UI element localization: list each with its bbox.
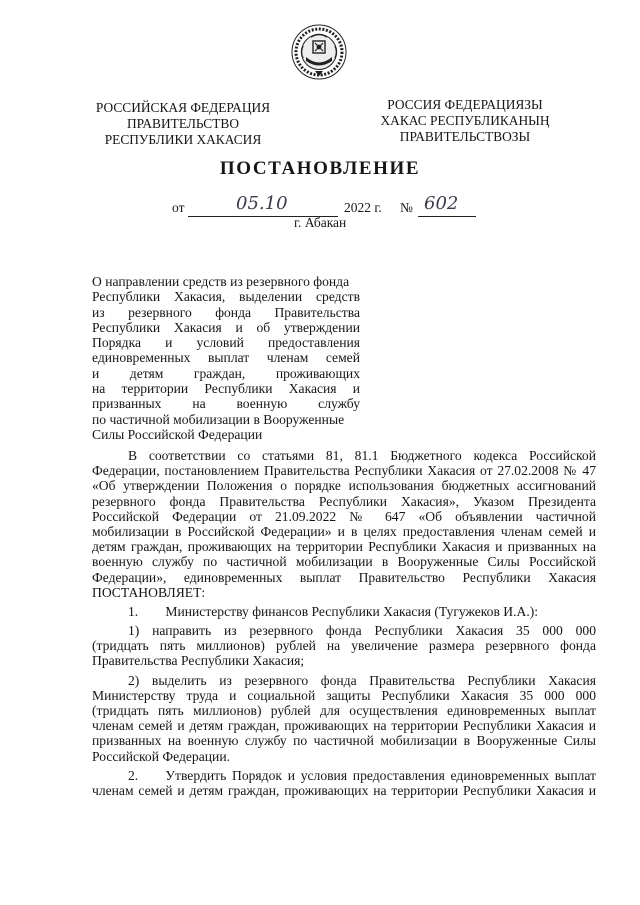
preamble-line: резервного фонда Правительства Республики Хакасия», Указом Президента [92,493,596,509]
header-left-line: РЕСПУБЛИКИ ХАКАСИЯ [104,132,262,147]
header-right-block [360,97,570,145]
header-left-line: ПРАВИТЕЛЬСТВО [126,116,239,131]
city-label: г. Абакан [294,215,347,230]
date-handwritten: 05.10 [236,193,288,214]
header-right-line: РОССИЯ ФЕДЕРАЦИЯЗЫ [387,97,543,112]
number-label: № [400,200,413,215]
document-title: ПОСТАНОВЛЕНИЕ [219,158,421,179]
preamble-line: Федерации», единовременных выплат Правительство Республики Хакасия [92,569,596,585]
subject-line: по частичной мобилизации в Вооруженные [92,411,345,427]
preamble-line: «Об утверждении Положения о порядке использования бюджетных ассигнований [92,478,596,494]
item-1-2-line: (тридцать пять миллионов) рублей для осуществления единовременных выплат [92,703,596,718]
document-body [92,448,596,798]
number-handwritten: 602 [424,193,459,214]
subject-line: призванных на военную службу [92,396,360,412]
subject-line: Республики Хакасия и об утверждении [92,319,360,335]
preamble-line: ПОСТАНОВЛЯЕТ: [92,584,206,600]
subject-line: на территории Республики Хакасия и [92,381,360,397]
preamble-line: военную службу по частичной мобилизации в Вооруженные Силы Российской [92,554,596,570]
subject-line: из резервного фонда Правительства [92,304,360,320]
coat-of-arms-emblem [291,24,347,80]
item-1-1-line: 1) направить из резервного фонда Республики Хакасия 35 000 000 [128,623,596,639]
preamble-line: детям граждан, проживающих на территории Республики Хакасия и призванных на [92,539,596,555]
item-1-2-line: Российской Федерации. [92,748,230,764]
item-1-2-line: Министерству труда и социальной защиты Республики Хакасия 35 000 000 [92,687,596,703]
number-underline [418,216,476,217]
item-1-2-line: 2) выделить из резервного фонда Правительства Республики Хакасия [128,672,596,688]
item-2-line: 2. Утвердить Порядок и условия предоставления единовременных выплат [128,767,596,783]
item-2-line: членам семей и детям граждан, проживающих на территории Республики Хакасия и [92,782,596,798]
subject-line: и детям граждан, проживающих [92,365,360,381]
item-1-1-line: Правительства Республики Хакасия; [92,653,305,669]
subject-line: О направлении средств из резервного фонда [92,274,350,289]
subject-line: единовременных выплат членам семей [92,350,360,366]
item-1-1-line: (тридцать пять миллионов) рублей на увеличение размера резервного фонда [92,638,596,654]
header-left-block [78,100,288,148]
item-1-heading: 1. Министерству финансов Республики Хакасия (Тугужеков И.А.): [128,603,539,619]
header-right-line: ПРАВИТЕЛЬСТВОЗЫ [399,129,531,144]
date-year: 2022 г. [344,200,382,215]
subject-line: Республики Хакасия, выделении средств [92,289,360,305]
item-1-2-line: членам семей и детям граждан, проживающих на территории Республики Хакасия и [92,718,596,734]
subject-line: Силы Российской Федерации [92,426,263,442]
item-1-2-line: призванных на военную службу по частичной мобилизации в Вооруженные Силы [92,733,596,749]
preamble-line: Российской Федерации от 21.09.2022 № 647 «Об объявлении частичной [92,508,596,524]
preamble-line: В соответствии со статьями 81, 81.1 Бюджетного кодекса Российской [128,448,596,463]
preamble-line: Федерации, постановлением Правительства Республики Хакасия от 27.02.2008 № 47 [92,463,596,479]
preamble-line: мобилизации в Российской Федерации» и в целях предоставления членам семей и [92,523,596,539]
date-from-label: от [172,200,185,215]
subject-block [92,274,360,442]
header-left-line: РОССИЙСКАЯ ФЕДЕРАЦИЯ [95,100,271,115]
header-right-line: ХАКАС РЕСПУБЛИКАНЫҢ [380,113,550,128]
subject-line: Порядка и условий предоставления [92,335,360,351]
